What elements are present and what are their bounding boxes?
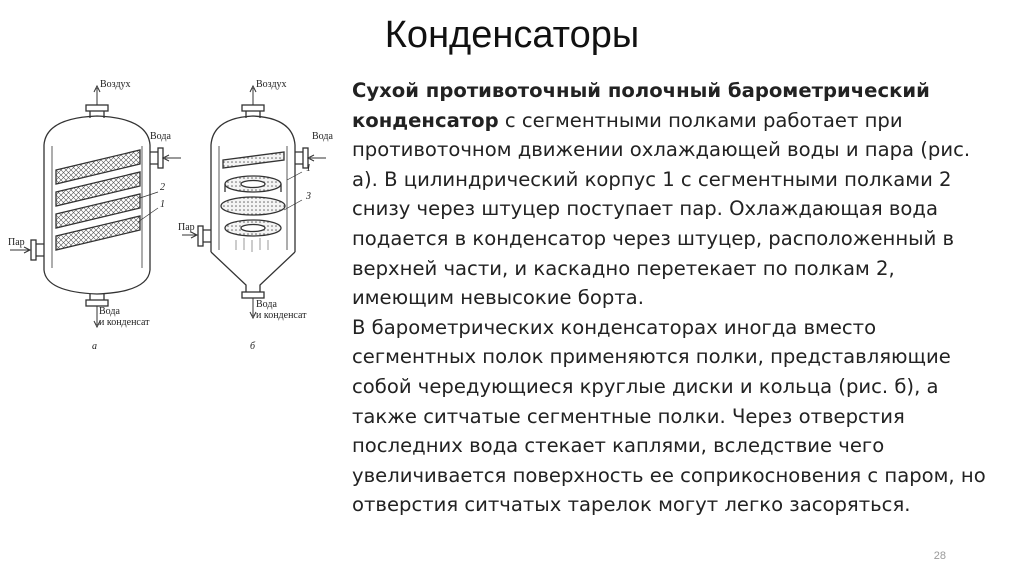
condenser-drawing: [6, 80, 346, 370]
a-label-water: Вода: [150, 131, 171, 142]
a-label-out-2: и конденсат: [99, 317, 150, 328]
condenser-figure: [6, 80, 346, 370]
a-caption: а: [92, 341, 97, 352]
page-number: 28: [933, 550, 946, 562]
body-text: [352, 76, 1002, 520]
paragraph-1-bold: Сухой противоточный полочный барометрический конденсатор: [352, 79, 930, 132]
slide-title: Конденсаторы: [384, 14, 640, 56]
b-label-num-1: 1: [306, 163, 311, 174]
paragraph-1: [352, 76, 1002, 313]
b-label-out-2: и конденсат: [256, 310, 307, 321]
b-label-air: Воздух: [256, 79, 287, 90]
a-label-num-2: 2: [160, 182, 165, 193]
a-label-air: Воздух: [100, 79, 131, 90]
paragraph-2: В барометрических конденсаторах иногда вместо сегментных полок применяются полки, представляющие собой чередующиеся круглые диски и кольца (рис. б), а также ситчатые сегментные полки. Через отверстия последних вода стекает каплями, вследствие чего увеличивается поверхность ее соприкосновения с паром, но отверстия ситчатых тарелок могут легко засоряться.: [352, 315, 986, 517]
b-label-num-3: 3: [306, 191, 311, 202]
b-label-steam: Пар: [178, 222, 195, 233]
a-label-steam: Пар: [8, 237, 25, 248]
b-caption: б: [250, 341, 256, 352]
paragraph-1-rest: с сегментными полками работает при противоточном движении охлаждающей воды и пара (рис. а). В цилиндрический корпус 1 с сегментными полками 2 снизу через штуцер поступает пар. Охлаждающая вода подается в конденсатор через штуцер, расположенный в верхней части, и каскадно перетекает по полкам 2, имеющим невысокие борта.: [352, 108, 971, 310]
condenser-a-drawing: [10, 86, 181, 327]
b-label-out-1: Вода: [256, 299, 277, 310]
condenser-b-drawing: [182, 86, 326, 318]
b-label-water: Вода: [312, 131, 333, 142]
a-label-num-1: 1: [160, 199, 165, 210]
a-label-out-1: Вода: [99, 306, 120, 317]
